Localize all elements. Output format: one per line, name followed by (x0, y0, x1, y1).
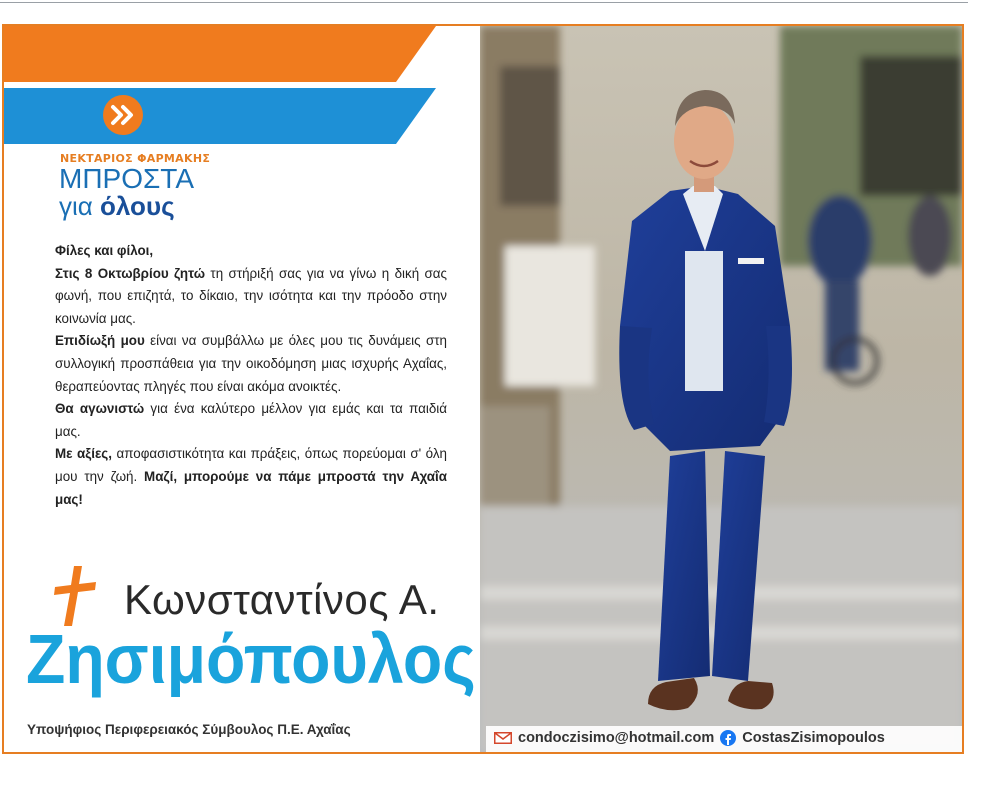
blue-stripe (4, 88, 480, 144)
orange-stripe (4, 26, 480, 82)
candidate-photo (480, 26, 962, 752)
letter-p3: για ένα καλύτερο μέλλον για εμάς και τα παιδιά μας. (55, 401, 447, 439)
top-divider (0, 2, 968, 3)
letter-p2: είναι να συμβάλλω με όλες μου τις δυνάμεις στη συλλογική προσπάθεια για την οικοδόμηση μιας ισχυρής Αχαΐας, θεραπεύοντας πληγές που είναι ακόμα ανοικτές. (55, 333, 447, 394)
letter-p4-bold: Με αξίες, (55, 446, 112, 462)
letter-closing: Μαζί, μπορούμε να πάμε μπροστά την Αχαΐα μας! (55, 468, 447, 507)
double-chevron-icon (102, 94, 144, 136)
brand-sub-prefix: για (59, 191, 101, 221)
contact-email[interactable]: condoczisimo@hotmail.com (518, 730, 715, 746)
left-panel (4, 26, 480, 752)
brand-slogan-sub (59, 192, 175, 220)
letter-p1: τη στήριξή σας για να γίνω η δική σας φωνή, που επιζητά, το δίκαιο, την ισότητα και την πρόοδο στην κοινωνία μας. (55, 265, 447, 326)
campaign-letter (55, 240, 447, 511)
facebook-icon (720, 730, 736, 746)
contact-facebook[interactable]: CostasZisimopoulos (742, 730, 885, 746)
letter-p4: αποφασιστικότητα και πράξεις, όπως πορεύομαι σ' όλη μου την ζωή. (55, 446, 447, 484)
letter-p3-bold: Θα αγωνιστώ (55, 401, 145, 417)
brand-slogan-main: ΜΠΡΟΣΤΑ (59, 163, 195, 194)
campaign-flyer (2, 24, 964, 754)
candidate-last-name: Ζησιμόπουλος (26, 620, 476, 698)
mail-icon (494, 732, 512, 744)
letter-p1-bold: Στις 8 Οκτωβρίου ζητώ (55, 265, 206, 281)
contact-row (494, 730, 885, 746)
candidate-title: Υποψήφιος Περιφερειακός Σύμβουλος Π.Ε. Αχαΐας (27, 722, 351, 737)
candidate-first-name: Κωνσταντίνος Α. (124, 576, 440, 623)
letter-greeting: Φίλες και φίλοι, (55, 243, 154, 258)
brand-sub-bold: όλους (100, 191, 175, 221)
brand-top-line: ΝΕΚΤΑΡΙΟΣ ΦΑΡΜΑΚΗΣ (60, 152, 211, 165)
letter-p2-bold: Επιδίωξή μου (55, 333, 145, 349)
contact-bar (486, 726, 962, 752)
